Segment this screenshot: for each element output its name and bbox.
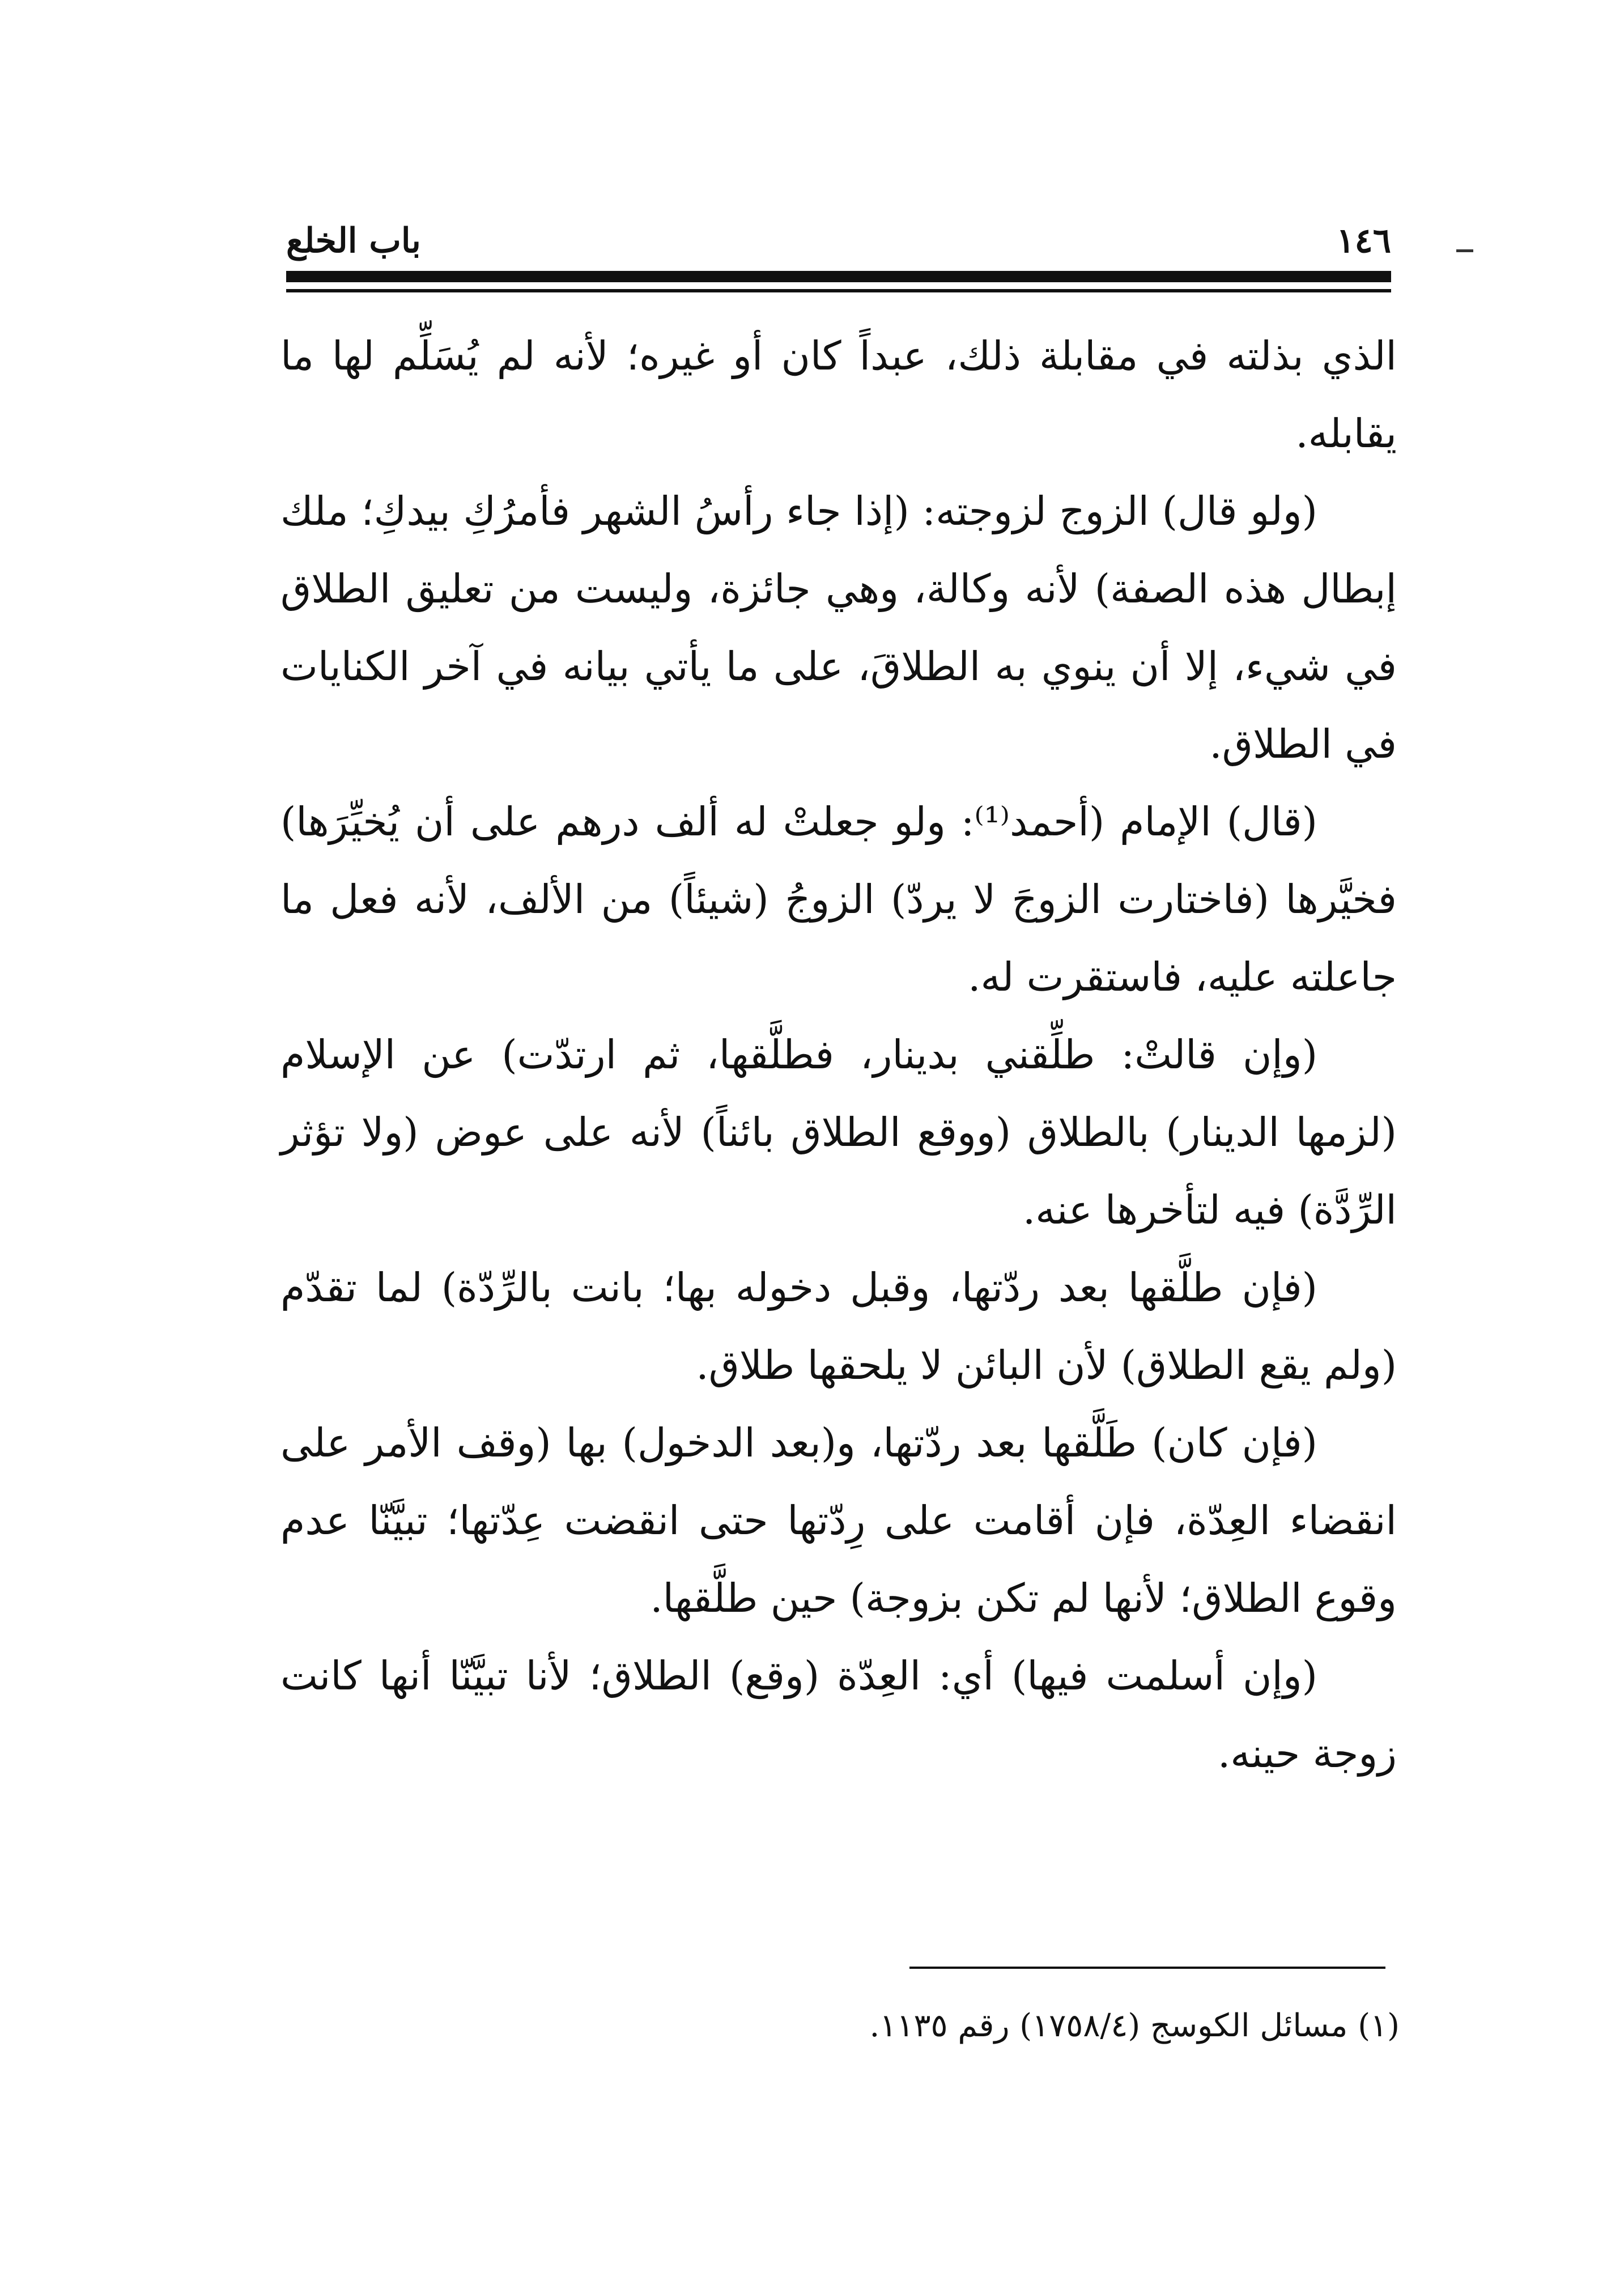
page-number: ١٤٦ bbox=[1336, 221, 1391, 261]
header-rule-thick bbox=[286, 271, 1391, 282]
paragraph-2: (ولو قال) الزوج لزوجته: (إذا جاء رأسُ الشهر فأمرُكِ بيدكِ؛ ملك إبطال هذه الصفة) لأنه وكالة، وهي جائزة، وليست من تعليق الطلاق في شيء، إلا أن ينوي به الطلاقَ، على ما يأتي بيانه في آخر الكنايات في الطلاق. bbox=[280, 488, 1397, 767]
paragraph-3: (قال) الإمام (أحمد⁽¹⁾: ولو جعلتْ له ألف درهم على أن يُخيِّرَها) فخيَّرها (فاختارت الزوجَ لا يردّ) الزوجُ (شيئاً) من الألف، لأنه فعل ما جاعلته عليه، فاستقرت له. bbox=[280, 799, 1397, 1000]
paragraph-4: (وإن قالتْ: طلِّقني بدينار، فطلَّقها، ثم ارتدّت) عن الإسلام (لزمها الدينار) بالطلاق (ووقع الطلاق بائناً) لأنه على عوض (ولا تؤثر الرِّدَّة) فيه لتأخرها عنه. bbox=[280, 1031, 1397, 1233]
page-header bbox=[286, 221, 1391, 261]
body-text bbox=[280, 317, 1397, 1793]
margin-mark bbox=[1456, 249, 1473, 252]
paragraph-7: (وإن أسلمت فيها) أي: العِدّة (وقع) الطلاق؛ لأنا تبيَّنّا أنها كانت زوجة حينه. bbox=[280, 1653, 1397, 1777]
paragraph-1: الذي بذلته في مقابلة ذلك، عبداً كان أو غيره؛ لأنه لم يُسَلِّم لها ما يقابله. bbox=[280, 333, 1397, 457]
footnote: (١) مسائل الكوسج (١٧٥٨/٤) رقم ١١٣٥. bbox=[869, 2007, 1400, 2044]
header-rule-thin bbox=[286, 289, 1391, 292]
footnote-rule bbox=[909, 1967, 1385, 1969]
paragraph-6: (فإن كان) طَلَّقها بعد ردّتها، و(بعد الدخول) بها (وقف الأمر على انقضاء العِدّة، فإن أقامت على رِدّتها حتى انقضت عِدّتها؛ تبيَّنّا عدم وقوع الطلاق؛ لأنها لم تكن بزوجة) حين طلَّقها. bbox=[280, 1420, 1397, 1621]
paragraph-5: (فإن طلَّقها بعد ردّتها، وقبل دخوله بها؛ بانت بالرِّدّة) لما تقدّم (ولم يقع الطلاق) لأن البائن لا يلحقها طلاق. bbox=[280, 1264, 1397, 1388]
chapter-title: باب الخلع bbox=[286, 221, 421, 261]
